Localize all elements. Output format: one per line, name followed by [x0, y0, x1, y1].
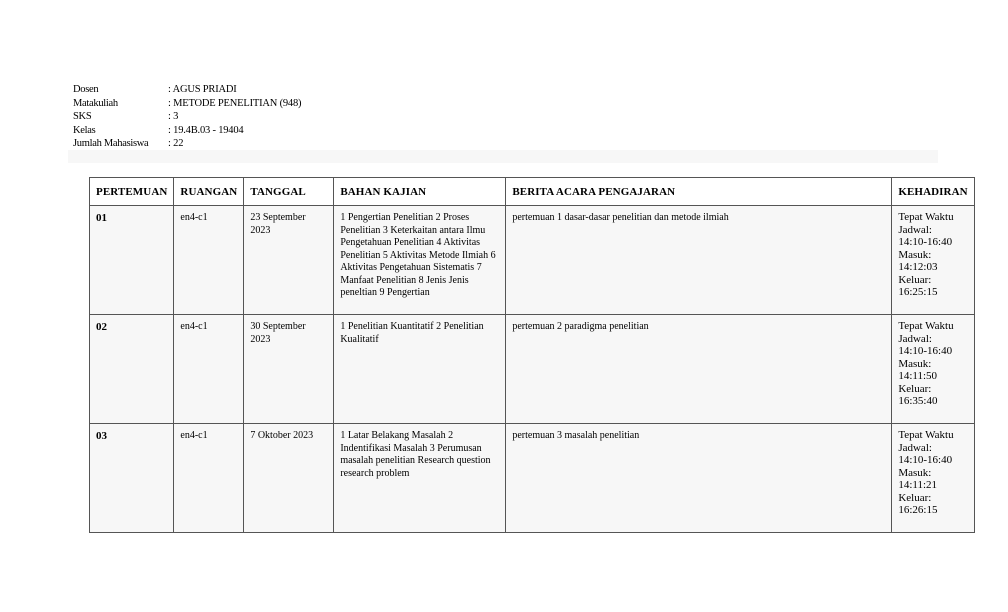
cell-tanggal: 30 September 2023	[244, 315, 334, 424]
cell-berita-acara: pertemuan 1 dasar-dasar penelitian dan metode ilmiah	[506, 206, 892, 315]
header-pertemuan: PERTEMUAN	[90, 178, 174, 206]
header-kehadiran: KEHADIRAN	[892, 178, 974, 206]
keluar-value: 16:25:15	[898, 286, 938, 298]
cell-kehadiran	[892, 315, 974, 424]
kehadiran-status: Tepat Waktu	[898, 211, 954, 223]
info-value: : METODE PENELITIAN (948)	[168, 97, 302, 109]
jadwal-label: Jadwal:	[898, 441, 932, 454]
cell-kehadiran	[892, 424, 974, 533]
cell-berita-acara: pertemuan 2 paradigma penelitian	[506, 315, 892, 424]
kehadiran-status: Tepat Waktu	[898, 320, 954, 332]
cell-berita-acara: pertemuan 3 masalah penelitian	[506, 424, 892, 533]
keluar-value: 16:26:15	[898, 504, 938, 516]
info-value: : 3	[168, 111, 179, 123]
masuk-value: 14:11:50	[898, 370, 938, 382]
info-row-kelas	[73, 124, 301, 138]
jadwal-label: Jadwal:	[898, 332, 932, 345]
cell-tanggal: 7 Oktober 2023	[244, 424, 334, 533]
jadwal-value: 14:10-16:40	[898, 236, 953, 248]
cell-ruangan: en4-c1	[174, 206, 244, 315]
course-info	[73, 83, 301, 151]
keluar-label: Keluar:	[898, 273, 932, 286]
cell-ruangan: en4-c1	[174, 315, 244, 424]
masuk-label: Masuk:	[898, 248, 932, 261]
info-label: Jumlah Mahasiswa	[73, 138, 149, 150]
table-row	[90, 206, 975, 315]
info-label: Kelas	[73, 124, 96, 136]
info-row-dosen	[73, 83, 301, 97]
table-header-row	[90, 178, 975, 206]
jadwal-value: 14:10-16:40	[898, 345, 953, 357]
cell-kehadiran	[892, 206, 974, 315]
masuk-value: 14:12:03	[898, 261, 938, 273]
masuk-label: Masuk:	[898, 466, 932, 479]
header-ruangan: RUANGAN	[174, 178, 244, 206]
jadwal-label: Jadwal:	[898, 223, 932, 236]
jadwal-value: 14:10-16:40	[898, 454, 953, 466]
info-value: : 22	[168, 138, 184, 150]
info-row-sks	[73, 110, 301, 124]
cell-pertemuan: 03	[90, 424, 174, 533]
table-row	[90, 315, 975, 424]
cell-bahan-kajian: 1 Penelitian Kuantitatif 2 Penelitian Kualitatif	[334, 315, 506, 424]
keluar-value: 16:35:40	[898, 395, 938, 407]
cell-ruangan: en4-c1	[174, 424, 244, 533]
cell-pertemuan: 02	[90, 315, 174, 424]
header-tanggal: TANGGAL	[244, 178, 334, 206]
divider-bar	[68, 150, 938, 163]
cell-bahan-kajian: 1 Latar Belakang Masalah 2 Indentifikasi Masalah 3 Perumusan masalah penelitian Research question research problem	[334, 424, 506, 533]
cell-pertemuan: 01	[90, 206, 174, 315]
attendance-table	[89, 177, 975, 533]
info-row-matakuliah	[73, 97, 301, 111]
info-value: : 19.4B.03 - 19404	[168, 124, 244, 136]
masuk-value: 14:11:21	[898, 479, 938, 491]
cell-tanggal: 23 September 2023	[244, 206, 334, 315]
keluar-label: Keluar:	[898, 382, 932, 395]
info-label: Matakuliah	[73, 97, 118, 109]
header-bahan-kajian: BAHAN KAJIAN	[334, 178, 506, 206]
table-row	[90, 424, 975, 533]
header-berita-acara: BERITA ACARA PENGAJARAN	[506, 178, 892, 206]
info-label: SKS	[73, 111, 92, 123]
masuk-label: Masuk:	[898, 357, 932, 370]
info-row-jumlah-mahasiswa	[73, 137, 301, 151]
cell-bahan-kajian: 1 Pengertian Penelitian 2 Proses Penelitian 3 Keterkaitan antara Ilmu Pengetahuan Penelitian 4 Aktivitas Penelitian 5 Aktivitas Metode Ilmiah 6 Aktivitas Pengetahuan Sistematis 7 Manfaat Penelitian 8 Jenis Jenis peneltian 9 Pengertian	[334, 206, 506, 315]
info-value: : AGUS PRIADI	[168, 84, 237, 95]
info-label: Dosen	[73, 84, 99, 95]
keluar-label: Keluar:	[898, 491, 932, 504]
kehadiran-status: Tepat Waktu	[898, 429, 954, 441]
